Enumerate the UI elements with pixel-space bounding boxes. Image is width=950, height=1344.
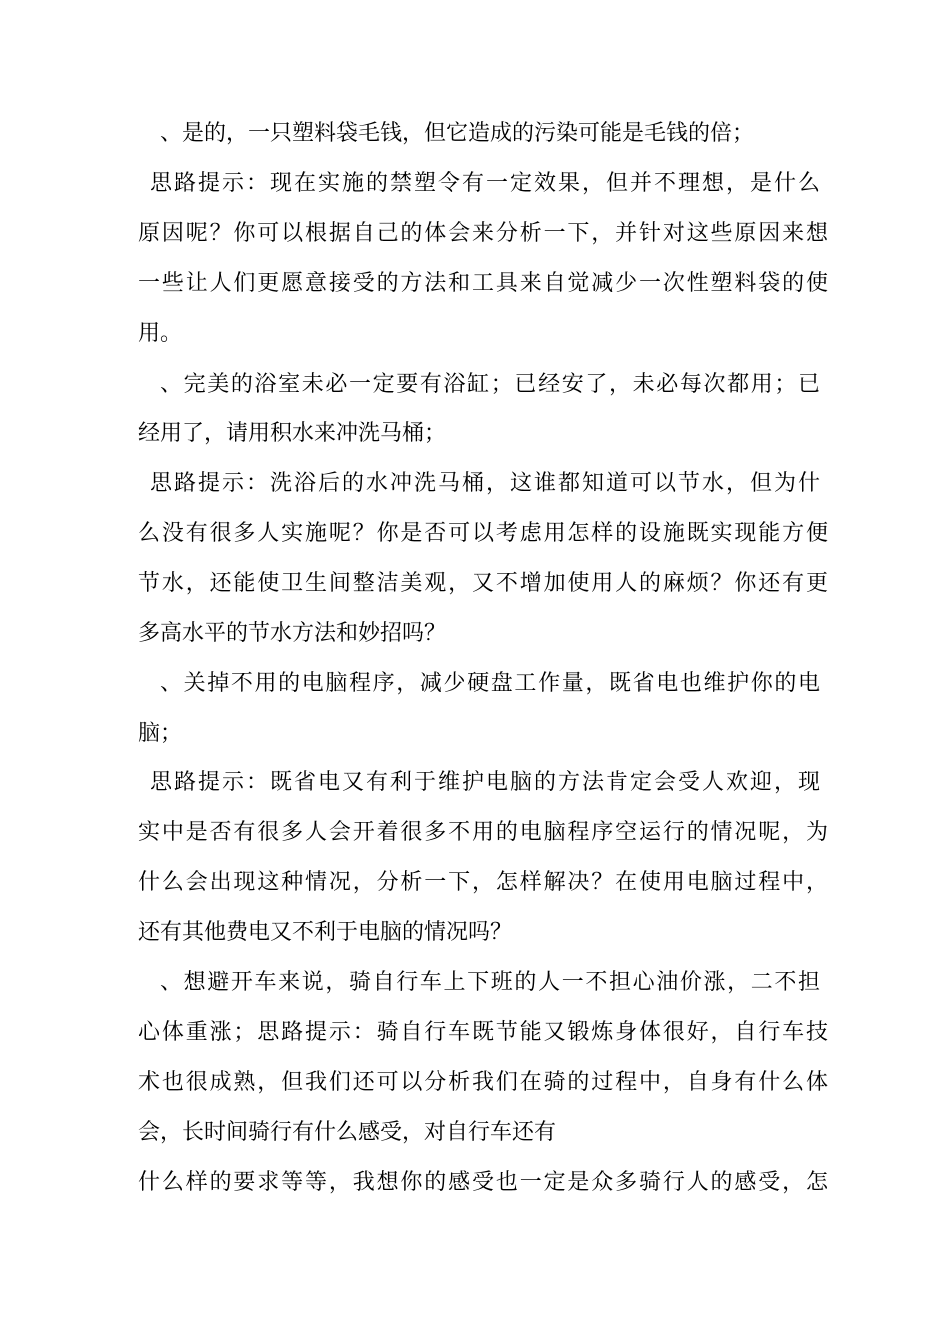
- text-line-20: 术也很成熟，但我们还可以分析我们在骑的过程中，自身有什么体: [138, 1070, 828, 1095]
- text-line-5: 用。: [138, 321, 183, 346]
- text-line-4: 一些让人们更愿意接受的方法和工具来自觉减少一次性塑料袋的使: [138, 271, 828, 296]
- text-line-15: 实中是否有很多人会开着很多不用的电脑程序空运行的情况呢，为: [138, 820, 828, 845]
- text-line-12: 、关掉不用的电脑程序，减少硬盘工作量，既省电也维护你的电: [160, 671, 820, 696]
- text-line-16: 什么会出现这种情况，分析一下，怎样解决？在使用电脑过程中，: [138, 870, 828, 895]
- text-line-10: 节水，还能使卫生间整洁美观，又不增加使用人的麻烦？你还有更: [138, 571, 828, 596]
- text-line-17: 还有其他费电又不利于电脑的情况吗？: [138, 920, 513, 945]
- text-line-22: 什么样的要求等等，我想你的感受也一定是众多骑行人的感受，怎: [138, 1170, 828, 1195]
- text-line-6: 、完美的浴室未必一定要有浴缸；已经安了，未必每次都用；已: [160, 372, 820, 397]
- text-line-7: 经用了，请用积水来冲洗马桶；: [138, 421, 447, 446]
- text-line-14: 思路提示：既省电又有利于维护电脑的方法肯定会受人欢迎，现: [150, 770, 820, 795]
- text-line-3: 原因呢？你可以根据自己的体会来分析一下，并针对这些原因来想: [138, 221, 828, 246]
- text-line-8: 思路提示：洗浴后的水冲洗马桶，这谁都知道可以节水，但为什: [150, 471, 820, 496]
- text-line-2: 思路提示：现在实施的禁塑令有一定效果，但并不理想，是什么: [150, 171, 820, 196]
- text-line-1: 、是的，一只塑料袋毛钱，但它造成的污染可能是毛钱的倍；: [160, 121, 755, 146]
- text-line-13: 脑；: [138, 721, 183, 746]
- text-line-18: 、想避开车来说，骑自行车上下班的人一不担心油价涨，二不担: [160, 970, 820, 995]
- text-line-21: 会，长时间骑行有什么感受，对自行车还有: [138, 1120, 557, 1145]
- text-line-9: 么没有很多人实施呢？你是否可以考虑用怎样的设施既实现能方便: [138, 521, 828, 546]
- text-line-19: 心体重涨；思路提示：骑自行车既节能又锻炼身体很好，自行车技: [138, 1020, 828, 1045]
- text-line-11: 多高水平的节水方法和妙招吗？: [138, 621, 447, 646]
